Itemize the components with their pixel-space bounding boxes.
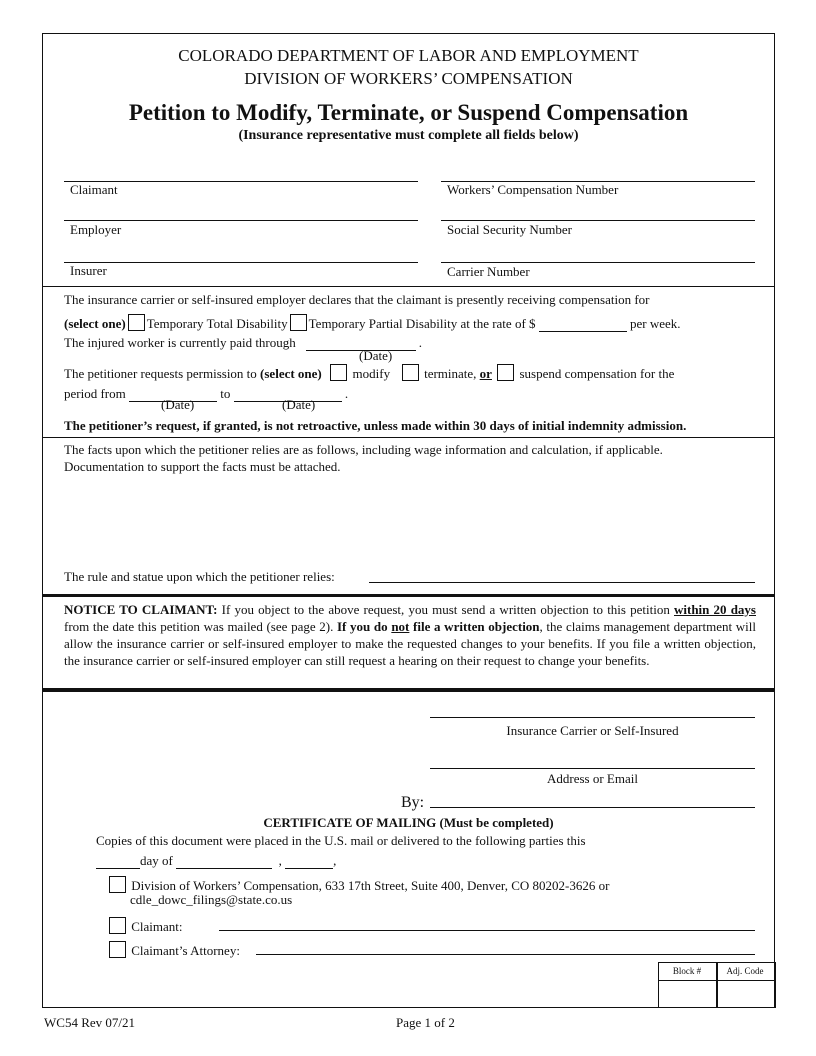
certificate-title: CERTIFICATE OF MAILING (Must be completed) — [263, 815, 554, 830]
page-subtitle: (Insurance representative must complete all fields below) — [238, 128, 579, 143]
month-field[interactable] — [176, 856, 272, 869]
facts-text-2: Documentation to support the facts must be attached. — [64, 459, 341, 474]
suspend-checkbox[interactable] — [497, 364, 514, 381]
ssn-field[interactable] — [441, 220, 755, 221]
terminate-label: terminate, — [424, 366, 477, 381]
notice-bold: If you do — [337, 619, 392, 634]
rule-field[interactable] — [369, 582, 755, 583]
ssn-label: Social Security Number — [447, 222, 572, 237]
year-field[interactable] — [285, 856, 333, 869]
to-label: to — [220, 386, 231, 401]
terminate-checkbox[interactable] — [402, 364, 419, 381]
period-row: period from to . — [64, 386, 349, 401]
claimant-mail-label: Claimant: — [131, 919, 183, 934]
period-from-label: period from — [64, 386, 126, 401]
date-caption: (Date) — [282, 397, 316, 412]
select-one-label: (select one) — [64, 316, 126, 331]
dowc-label: Division of Workers’ Compensation, 633 17th Street, Suite 400, Denver, CO 80202-3626 or — [131, 878, 610, 893]
table-divider — [658, 980, 774, 981]
adj-code-label: Adj. Code — [726, 966, 764, 976]
carrier-label: Insurance Carrier or Self-Insured — [506, 723, 679, 738]
page-title: Petition to Modify, Terminate, or Suspend Compensation — [128, 100, 689, 125]
attorney-row — [107, 941, 240, 959]
paid-through-label: The injured worker is currently paid through — [64, 335, 296, 350]
insurer-label: Insurer — [70, 263, 107, 278]
date-caption: (Date) — [161, 397, 195, 412]
division-name: DIVISION OF WORKERS’ COMPENSATION — [244, 69, 573, 88]
notice-text: from the date this petition was mailed (see page 2). — [64, 619, 337, 634]
notice-text: If you object to the above request, you must send a written objection to this petition — [217, 602, 674, 617]
modify-label: modify — [352, 366, 391, 381]
notice-deadline: within 20 days — [674, 602, 756, 617]
attorney-label: Claimant’s Attorney: — [131, 943, 240, 958]
tpd-label: Temporary Partial Disability at the rate of $ — [308, 316, 536, 331]
employer-label: Employer — [70, 222, 122, 237]
select-one-label: (select one) — [260, 366, 322, 381]
tpd-checkbox[interactable] — [290, 314, 307, 331]
suspend-label: suspend compensation for the — [519, 366, 675, 381]
carrier-signature-field[interactable] — [430, 717, 755, 718]
dowc-email: cdle_dowc_filings@state.co.us — [130, 892, 293, 907]
employer-field[interactable] — [64, 220, 418, 221]
form-number: WC54 Rev 07/21 — [44, 1015, 135, 1030]
agency-name: COLORADO DEPARTMENT OF LABOR AND EMPLOYMENT — [178, 46, 639, 65]
dowc-checkbox[interactable] — [109, 876, 126, 893]
block-number-label: Block # — [672, 966, 702, 976]
by-label: By: — [401, 794, 425, 811]
claimant-row — [107, 917, 183, 935]
wc-number-label: Workers’ Compensation Number — [447, 182, 619, 197]
modify-checkbox[interactable] — [330, 364, 347, 381]
divider — [42, 688, 775, 692]
claimant-label: Claimant — [70, 182, 118, 197]
address-field[interactable] — [430, 768, 755, 769]
paid-through-row: The injured worker is currently paid through . — [64, 335, 423, 350]
notice-label: NOTICE TO CLAIMANT: — [64, 602, 218, 617]
notice-to-claimant — [64, 601, 756, 669]
day-field[interactable] — [96, 856, 140, 869]
divider — [42, 594, 775, 597]
notice-bold: file a written objection — [409, 619, 540, 634]
request-row — [64, 364, 674, 382]
address-label: Address or Email — [547, 771, 638, 786]
attorney-checkbox[interactable] — [109, 941, 126, 958]
ttd-checkbox[interactable] — [128, 314, 145, 331]
or-label: or — [479, 366, 492, 381]
insurer-field[interactable] — [64, 262, 418, 263]
claimant-mail-field[interactable] — [219, 930, 755, 931]
ttd-label: Temporary Total Disability — [146, 316, 288, 331]
mailing-date-row: day of , , — [96, 853, 336, 869]
compensation-type-row — [64, 314, 681, 332]
comma: , — [278, 853, 282, 868]
attorney-field[interactable] — [256, 954, 755, 955]
per-week-label: per week. — [630, 316, 681, 331]
carrier-number-label: Carrier Number — [447, 264, 530, 279]
rule-label: The rule and statue upon which the petitioner relies: — [64, 569, 335, 584]
page-number: Page 1 of 2 — [396, 1015, 455, 1030]
certificate-text: Copies of this document were placed in the U.S. mail or delivered to the following parties this — [96, 833, 586, 848]
divider — [42, 437, 775, 438]
claimant-checkbox[interactable] — [109, 917, 126, 934]
date-caption: (Date) — [359, 348, 393, 363]
notice-text: , the claims management department will allow the insurance carrier or self-insured employer to make the requested changes to your benefits. If you file a written objection, the insurance carrier or self-insured employer can still request a hearing on their request to change your benefits. — [64, 619, 756, 668]
carrier-number-field[interactable] — [441, 262, 755, 263]
requests-label: The petitioner requests permission to — [64, 366, 257, 381]
retroactive-warning: The petitioner’s request, if granted, is not retroactive, unless made within 30 days of initial indemnity admission. — [64, 418, 687, 433]
facts-text: The facts upon which the petitioner relies are as follows, including wage information and calculation, if applicable. — [64, 442, 663, 457]
rate-field[interactable] — [539, 319, 627, 332]
notice-not: not — [391, 619, 410, 634]
divider — [42, 286, 775, 287]
day-of-label: day of — [140, 853, 173, 868]
by-field[interactable] — [430, 807, 755, 808]
declaration-text: The insurance carrier or self-insured employer declares that the claimant is presently receiving compensation for — [64, 292, 650, 307]
